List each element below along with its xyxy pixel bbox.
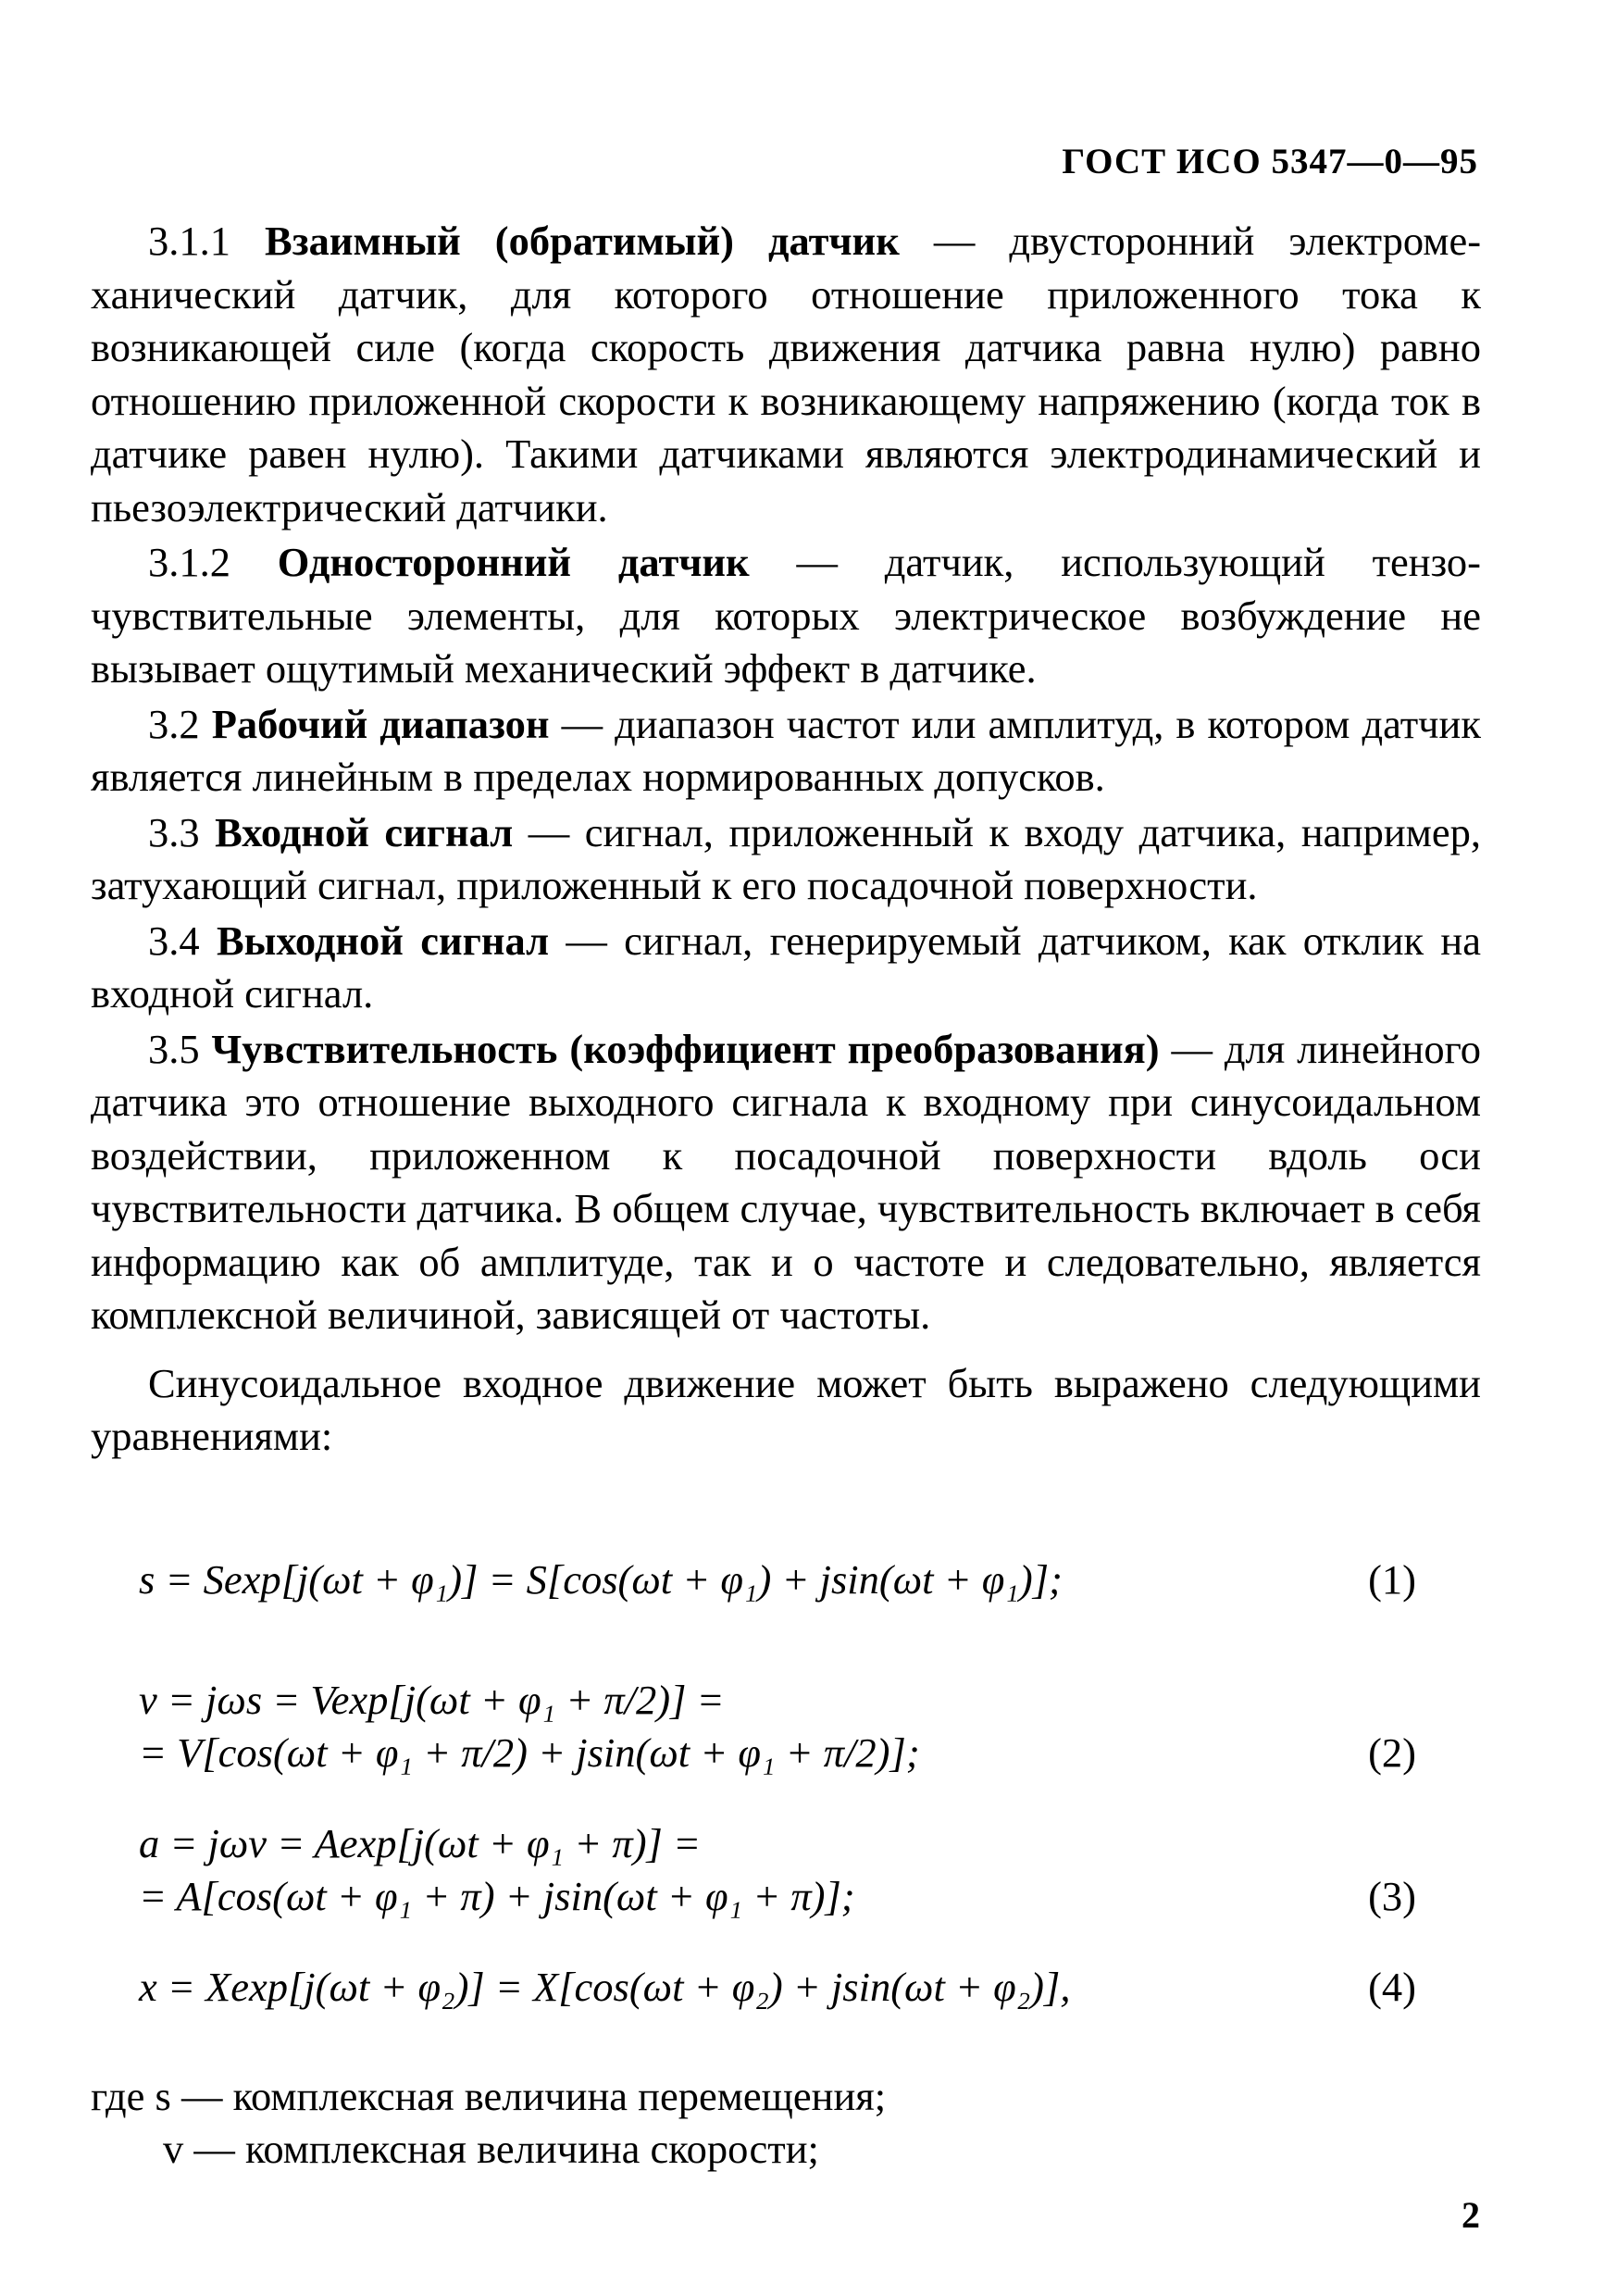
paragraph-3-1-1 xyxy=(91,215,1481,534)
paragraph-3-3 xyxy=(91,806,1481,913)
equation-3 xyxy=(139,1817,1416,1923)
paragraph-3-1-2 xyxy=(91,536,1481,696)
definition: — сигнал, приложенный к входу датчика, например, затухающий сигнал, приложенный к его посадочной поверхности. xyxy=(91,808,1481,908)
paragraph-3-2 xyxy=(91,698,1481,805)
clause-number: 3.5 xyxy=(148,1025,200,1072)
definition: — для линейного датчика это отношение выходного сигнала к входному при синусоидальном воздействии, приложенном к посадочной поверхности вдоль оси чувствительности датчика. В общем случае, чувствительность включает в себя информацию как об амплитуде, так и о частоте и следовательно, является комплексной величиной, зависящей от частоты. xyxy=(91,1025,1481,1338)
definition: — датчик, использующий тензочувствительные элементы, для которых электрическое возбуждение не вызывает ощутимый механический эффект в датчике. xyxy=(91,539,1481,692)
equation-number: (2) xyxy=(1368,1729,1416,1776)
clause-number: 3.2 xyxy=(148,700,200,747)
equation-line: x = Xexp[j(ωt + φ₂)] = X[cos(ωt + φ₂) + jsin(ωt + φ₂)], xyxy=(139,1964,1071,2010)
page-number: 2 xyxy=(1462,2194,1480,2236)
document-code: ГОСТ ИСО 5347—0—95 xyxy=(1062,142,1478,181)
paragraph-text: Синусоидальное входное движение может быть выражено следующими уравнениями: xyxy=(91,1359,1481,1459)
paragraph-intro-equations xyxy=(91,1357,1481,1464)
variable-notes xyxy=(91,2070,886,2176)
note-line: v — комплексная величина скорости; xyxy=(163,2126,819,2172)
equation-number: (4) xyxy=(1368,1964,1416,2010)
definition: — двусторонний электромеханический датчик, для которого отношение приложенного тока к возникающей силе (когда скорость движения датчика равна нулю) равно отношению приложенной скорости к возникающему напряжению (когда ток в датчике равен нулю). Такими датчиками являются электродинамический и пьезоэлектрический датчики. xyxy=(91,218,1482,530)
clause-number: 3.3 xyxy=(148,808,200,855)
equation-line: v = jωs = Vexp[j(ωt + φ₁ + π/2)] = xyxy=(139,1677,725,1723)
body-text xyxy=(91,215,1481,1464)
clause-number: 3.1.1 xyxy=(148,218,230,264)
note-line: где s — комплексная величина перемещения; xyxy=(91,2073,887,2119)
equation-line: s = Sexp[j(ωt + φ₁)] = S[cos(ωt + φ₁) + jsin(ωt + φ₁)]; xyxy=(139,1556,1063,1603)
definition: — диапазон частот или амплитуд, в котором датчик является линейным в пределах нормированных допусков. xyxy=(91,700,1481,800)
equation-number: (3) xyxy=(1368,1873,1416,1919)
term: Выходной сигнал xyxy=(216,917,550,964)
term: Взаимный (обратимый) датчик xyxy=(265,218,900,264)
equation-4 xyxy=(139,1961,1416,2016)
paragraph-3-5 xyxy=(91,1023,1481,1342)
paragraph-3-4 xyxy=(91,915,1481,1021)
equation-2 xyxy=(139,1674,1416,1779)
equation-line: = V[cos(ωt + φ₁ + π/2) + jsin(ωt + φ₁ + π/2)]; xyxy=(139,1729,920,1776)
equation-1 xyxy=(139,1554,1416,1609)
definition: — сигнал, генерируемый датчиком, как отклик на входной сигнал. xyxy=(91,917,1481,1017)
equation-line: a = jωv = Aexp[j(ωt + φ₁ + π)] = xyxy=(139,1820,701,1866)
equation-number: (1) xyxy=(1368,1556,1416,1603)
equation-line: = A[cos(ωt + φ₁ + π) + jsin(ωt + φ₁ + π)]; xyxy=(139,1873,855,1919)
term: Входной сигнал xyxy=(215,808,514,855)
term: Односторонний датчик xyxy=(277,539,750,585)
term: Чувствительность (коэффициент преобразования) xyxy=(211,1025,1160,1072)
clause-number: 3.1.2 xyxy=(148,539,230,585)
term: Рабочий диапазон xyxy=(211,700,550,747)
clause-number: 3.4 xyxy=(148,917,200,964)
